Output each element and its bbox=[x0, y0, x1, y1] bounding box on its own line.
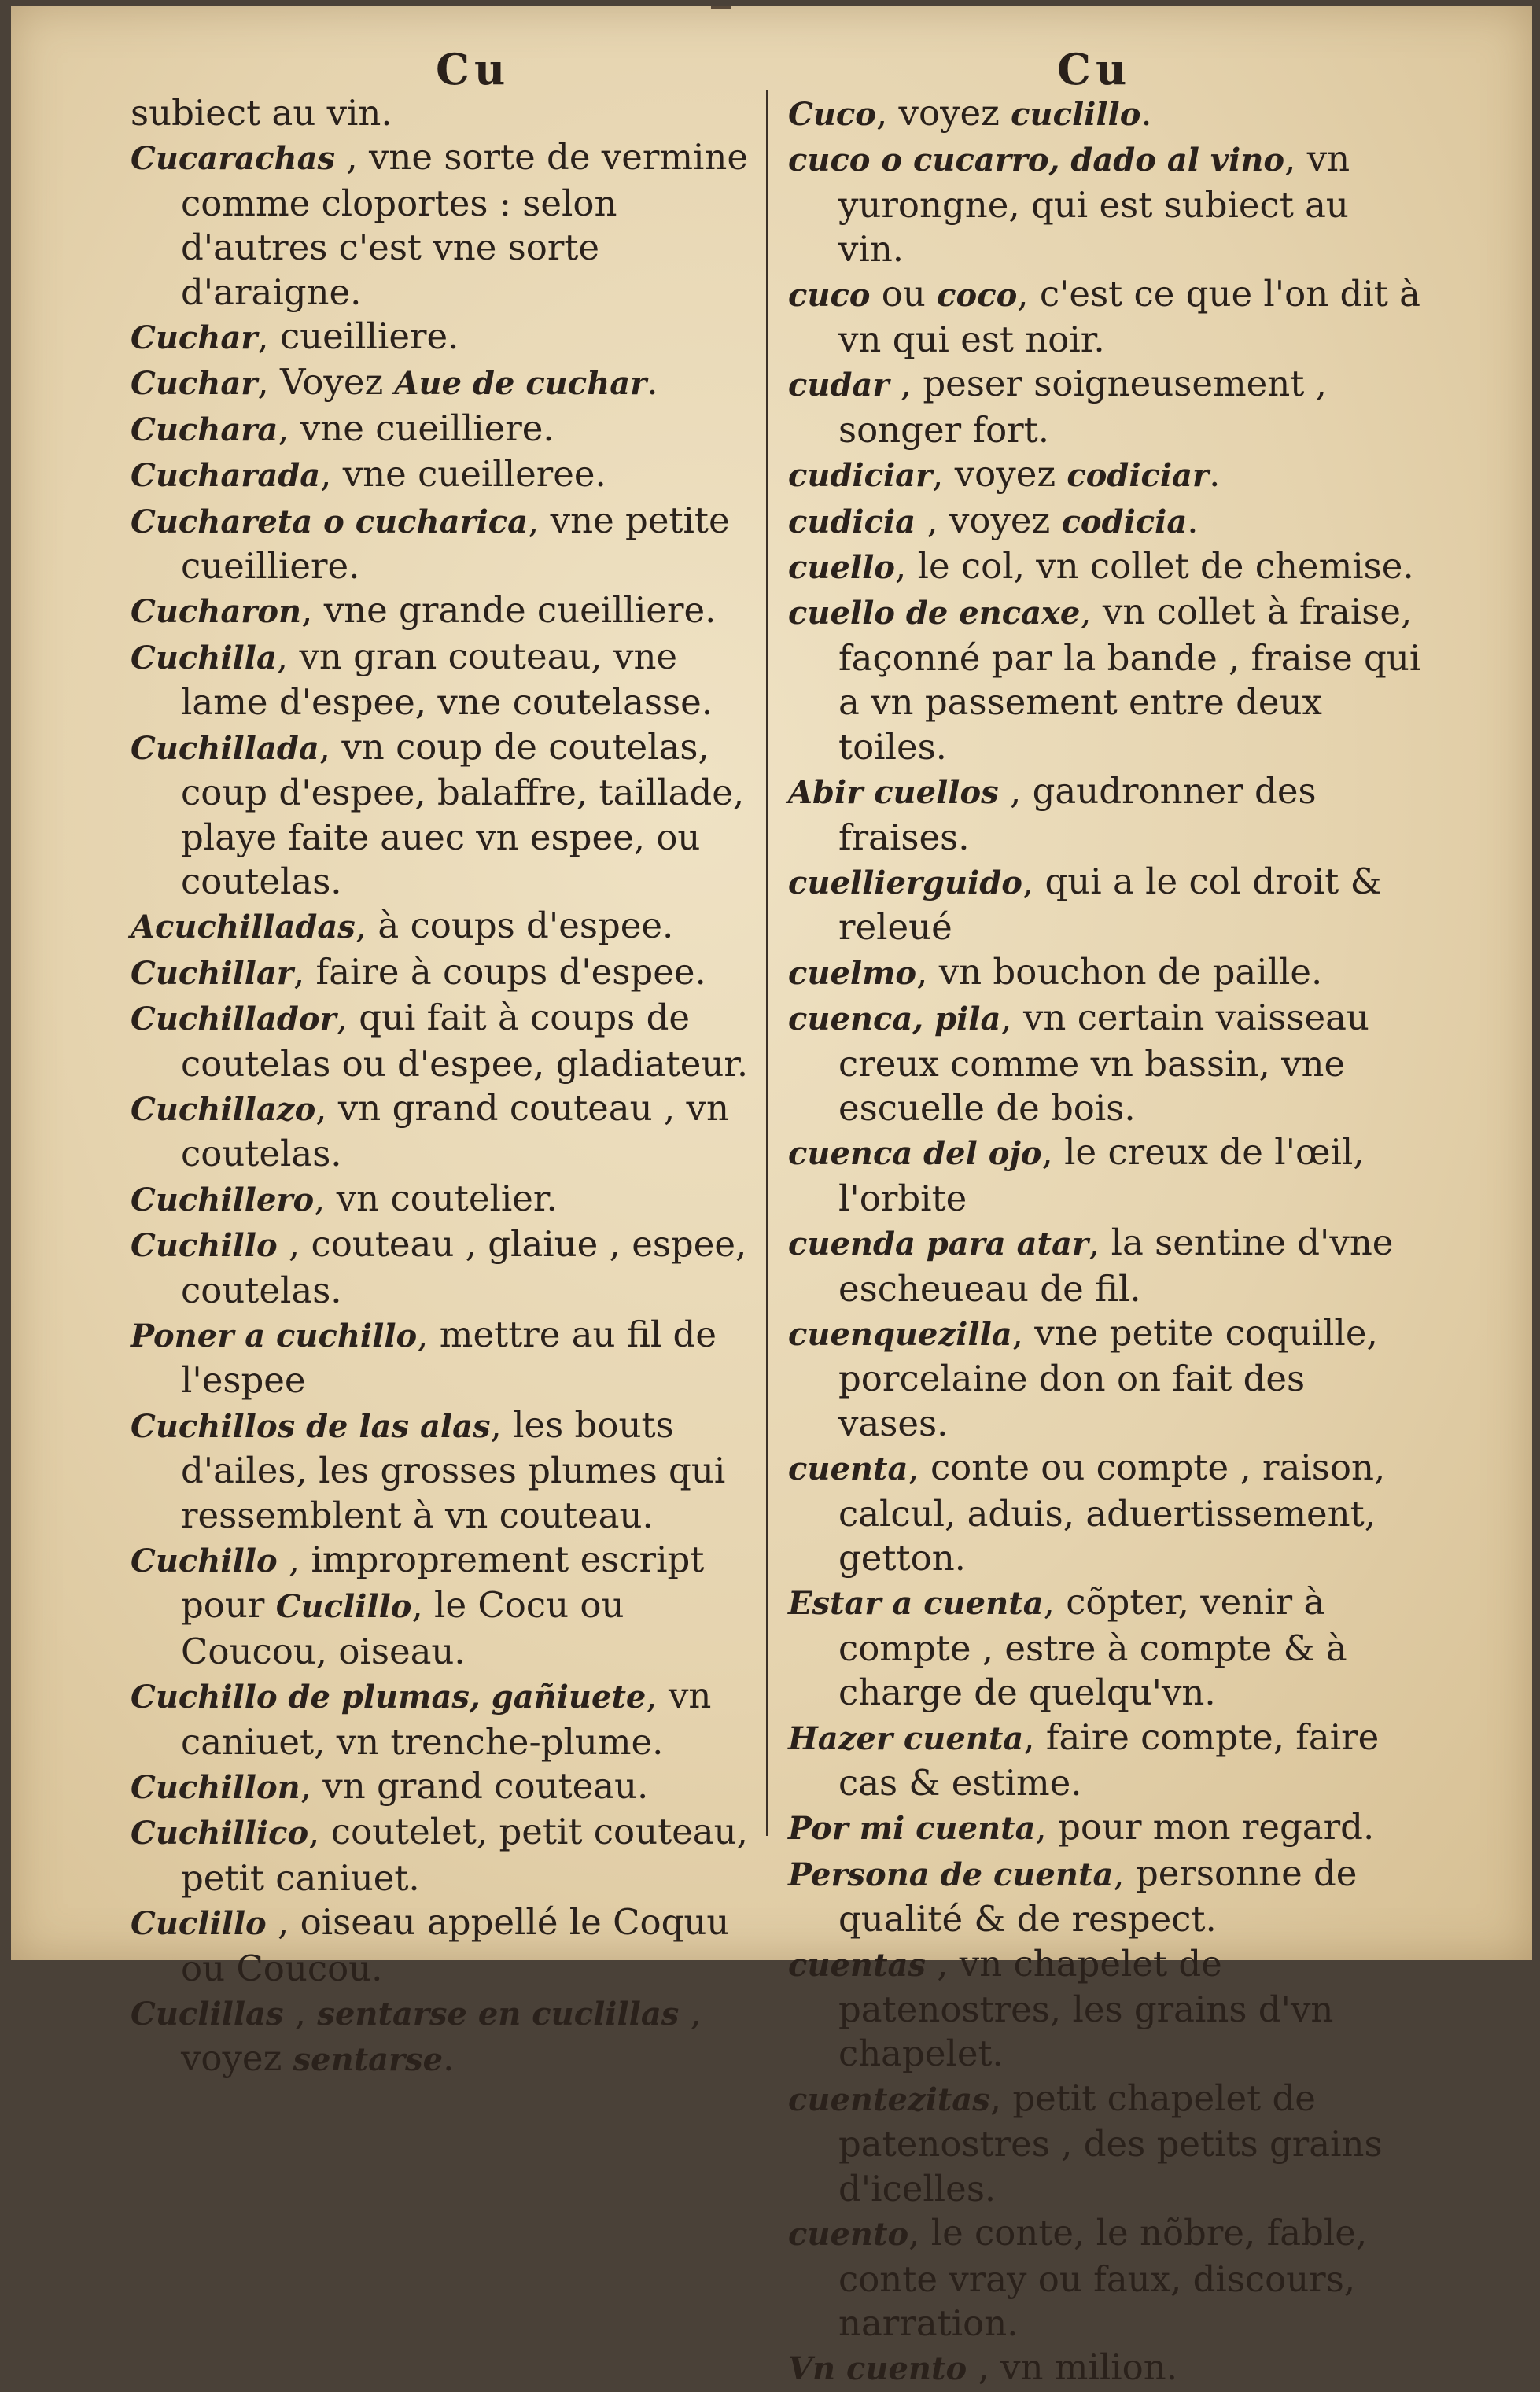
dictionary-entry bbox=[788, 860, 1425, 950]
entry-headword: Poner a cuchillo bbox=[131, 1317, 418, 1354]
dictionary-entry bbox=[788, 1852, 1425, 1942]
entry-definition: , faire compte, faire cas & estime. bbox=[838, 1716, 1380, 1804]
entry-definition: , gaudronner des fraises. bbox=[838, 770, 1317, 858]
entry-definition: , cõpter, venir à compte , estre à compte & à charge de quelqu'vn. bbox=[838, 1581, 1347, 1714]
dictionary-entry bbox=[788, 91, 1425, 137]
entry-reference: coco bbox=[937, 276, 1018, 314]
dictionary-entry bbox=[788, 452, 1425, 498]
entry-headword: Cuchillico bbox=[131, 1815, 309, 1852]
entry-definition: , vn grand couteau. bbox=[300, 1765, 649, 1808]
entry-headword: cudiciar bbox=[788, 457, 933, 495]
entry-definition: , Voyez bbox=[257, 361, 395, 404]
entry-text: , le Cocu ou Coucou, oiseau. bbox=[181, 1584, 624, 1672]
entry-headword: Cuchillo bbox=[131, 1542, 278, 1579]
entry-definition: , voyez bbox=[916, 499, 1062, 541]
dictionary-entry bbox=[788, 1221, 1425, 1311]
entry-headword: cudar bbox=[788, 367, 890, 404]
entry-headword: cuenca, pila bbox=[788, 1001, 1001, 1038]
entry-definition: , improprement escript pour bbox=[181, 1539, 705, 1627]
entry-headword: cuenta bbox=[788, 1450, 908, 1488]
dictionary-entry bbox=[131, 1900, 760, 1991]
dictionary-entry bbox=[131, 499, 760, 589]
entry-definition: , couteau , glaiue , espee, coutelas. bbox=[181, 1223, 747, 1311]
entry-headword: Cucarachas bbox=[131, 140, 336, 178]
entry-headword: Estar a cuenta bbox=[788, 1585, 1044, 1623]
entry-definition: , qui fait à coups de coutelas ou d'espee, gladiateur. bbox=[181, 997, 749, 1085]
entry-definition: , à coups d'espee. bbox=[355, 905, 674, 947]
dictionary-entry bbox=[788, 272, 1425, 363]
entry-headword: Abir cuellos bbox=[788, 774, 999, 812]
dictionary-entry bbox=[788, 137, 1425, 271]
entry-definition: , mettre au fil de l'espee bbox=[181, 1313, 717, 1402]
entry-headword: Cuchillar bbox=[131, 954, 293, 992]
dictionary-entry bbox=[131, 588, 760, 634]
entry-definition: , vn collet à fraise, façonné par la bande , fraise qui a vn passement entre deux toiles. bbox=[838, 591, 1421, 768]
entry-headword: cuello bbox=[788, 549, 895, 587]
right-column-header: Cu bbox=[1057, 44, 1132, 94]
dictionary-entry bbox=[131, 725, 760, 905]
entry-reference: codiciar bbox=[1067, 457, 1210, 495]
dictionary-entry bbox=[131, 1177, 760, 1222]
entry-definition: , vne sorte de vermine comme cloportes : selon d'autres c'est vne sorte d'araigne. bbox=[181, 136, 749, 313]
dictionary-entry bbox=[788, 2211, 1425, 2346]
entry-headword: cuellierguido bbox=[788, 864, 1022, 901]
entry-headword: cuco bbox=[788, 276, 871, 314]
dictionary-entry bbox=[788, 2346, 1425, 2391]
entry-headword: cuelmo bbox=[788, 954, 917, 992]
entry-definition: , cueilliere. bbox=[257, 315, 459, 358]
dictionary-entry bbox=[131, 635, 760, 725]
entry-headword: Cucharada bbox=[131, 457, 321, 495]
entry-headword: Cuchilla bbox=[131, 639, 277, 676]
entry-definition: , vne petite cueilliere. bbox=[181, 499, 730, 588]
page-top-mark bbox=[711, 6, 731, 9]
dictionary-entry bbox=[131, 1538, 760, 1674]
entry-text: , voyez bbox=[181, 1992, 702, 2080]
entry-definition: , vn coutelier. bbox=[314, 1177, 558, 1219]
column-divider bbox=[766, 90, 768, 1836]
entry-definition: , vn milion. bbox=[967, 2346, 1178, 2389]
right-column bbox=[788, 91, 1425, 2392]
entry-definition: , bbox=[283, 1992, 318, 2034]
entry-headword: cuenquezilla bbox=[788, 1315, 1012, 1353]
entry-headword: cuenca del ojo bbox=[788, 1135, 1042, 1173]
entry-headword: Cuclillo bbox=[131, 1905, 267, 1943]
dictionary-entry bbox=[788, 590, 1425, 769]
entry-headword: Cuchillada bbox=[131, 729, 319, 767]
dictionary-entry bbox=[131, 904, 760, 949]
dictionary-entry bbox=[131, 1086, 760, 1177]
entry-definition: , vn chapelet de patenostres, les grains d'vn chapelet. bbox=[838, 1942, 1334, 2075]
entry-headword: cuentezitas bbox=[788, 2081, 990, 2118]
dictionary-entry bbox=[788, 996, 1425, 1130]
entry-definition: , faire à coups d'espee. bbox=[293, 950, 706, 993]
entry-definition: , vn coup de coutelas, coup d'espee, balaffre, taillade, playe faite auec vn espee, ou coutelas. bbox=[181, 725, 745, 902]
entry-headword: Cuchillazo bbox=[131, 1090, 316, 1128]
entry-text: . bbox=[647, 361, 658, 404]
dictionary-entry bbox=[788, 1311, 1425, 1446]
entry-text: . bbox=[1209, 453, 1221, 496]
dictionary-entry bbox=[131, 360, 760, 406]
entry-reference: sentarse en cuclillas bbox=[317, 1996, 680, 2033]
entry-definition: , pour mon regard. bbox=[1035, 1806, 1375, 1848]
entry-reference: Cuclillo bbox=[275, 1588, 412, 1626]
entry-headword: Vn cuento bbox=[788, 2350, 967, 2388]
entry-headword: Cuco bbox=[788, 96, 876, 133]
dictionary-entry bbox=[788, 1130, 1425, 1221]
entry-definition: , personne de qualité & de respect. bbox=[838, 1852, 1358, 1941]
entry-headword: Cuchillos de las alas bbox=[131, 1407, 491, 1445]
dictionary-entry bbox=[131, 91, 760, 135]
entry-definition: , voyez bbox=[875, 92, 1011, 134]
entry-headword: Cuchar bbox=[131, 365, 258, 403]
dictionary-entry bbox=[131, 1991, 760, 2083]
entry-definition: , vn grand couteau , vn coutelas. bbox=[181, 1086, 729, 1175]
dictionary-entry bbox=[788, 1580, 1425, 1715]
dictionary-entry bbox=[131, 315, 760, 360]
entry-definition: , peser soigneusement , songer fort. bbox=[838, 363, 1327, 451]
entry-headword: cuello de encaxe bbox=[788, 595, 1081, 632]
entry-headword: Cuchar bbox=[131, 319, 258, 357]
entry-headword: cuento bbox=[788, 2216, 909, 2254]
entry-definition: , vn caniuet, vn trenche-plume. bbox=[181, 1675, 712, 1763]
entry-definition: , le creux de l'œil, l'orbite bbox=[838, 1131, 1365, 1219]
dictionary-entry bbox=[788, 544, 1425, 590]
entry-definition: , vn bouchon de paille. bbox=[916, 950, 1323, 993]
entry-definition: , les bouts d'ailes, les grosses plumes qui ressemblent à vn couteau. bbox=[181, 1403, 726, 1536]
entry-definition: , vne grande cueilliere. bbox=[301, 589, 717, 632]
entry-definition: , vn yurongne, qui est subiect au vin. bbox=[838, 138, 1350, 271]
entry-definition: , la sentine d'vne escheueau de fil. bbox=[838, 1222, 1394, 1310]
dictionary-entry bbox=[131, 407, 760, 452]
dictionary-entry bbox=[131, 996, 760, 1086]
entry-definition: , voyez bbox=[932, 453, 1067, 496]
dictionary-entry bbox=[131, 1764, 760, 1810]
entry-headword: Cuclillas bbox=[131, 1996, 284, 2033]
dictionary-entry bbox=[788, 1446, 1425, 1580]
entry-headword: Cuchillon bbox=[131, 1769, 300, 1807]
entry-definition: , vne petite coquille, porcelaine don on fait des vases. bbox=[838, 1311, 1378, 1444]
entry-headword: Cuchillo de plumas, gañiuete bbox=[131, 1679, 647, 1716]
entry-headword: Por mi cuenta bbox=[788, 1810, 1036, 1848]
entry-definition: , vne cueilleree. bbox=[320, 453, 606, 496]
entry-headword: Cuchillo bbox=[131, 1227, 278, 1265]
entry-definition: , le col, vn collet de chemise. bbox=[894, 545, 1414, 588]
dictionary-entry bbox=[131, 1810, 760, 1900]
entry-headword: Hazer cuenta bbox=[788, 1719, 1024, 1757]
dictionary-entry bbox=[131, 1313, 760, 1403]
entry-headword: Cuchillero bbox=[131, 1181, 315, 1218]
dictionary-entry bbox=[788, 1805, 1425, 1851]
entry-definition: , vn gran couteau, vne lame d'espee, vne coutelasse. bbox=[181, 635, 713, 724]
entry-headword: Cuchareta o cucharica bbox=[131, 503, 529, 540]
entry-headword: Cuchillador bbox=[131, 1001, 337, 1038]
entry-headword: cuenda para atar bbox=[788, 1225, 1089, 1263]
entry-headword: Cucharon bbox=[131, 593, 302, 631]
entry-headword: Acuchilladas bbox=[131, 909, 356, 946]
dictionary-entry bbox=[788, 499, 1425, 544]
entry-definition: , oiseau appellé le Coquu ou Coucou. bbox=[181, 1901, 730, 1989]
dictionary-entry bbox=[131, 452, 760, 498]
entry-headword: Persona de cuenta bbox=[788, 1856, 1114, 1893]
entry-reference: Aue de cuchar bbox=[394, 365, 647, 403]
dictionary-entry bbox=[788, 1942, 1425, 2077]
entry-headword: cuco o cucarro, dado al vino bbox=[788, 142, 1285, 179]
dictionary-entry bbox=[131, 950, 760, 996]
entry-definition: , conte ou compte , raison, calcul, aduis, aduertissement, getton. bbox=[838, 1447, 1386, 1579]
entry-headword: Cuchara bbox=[131, 411, 278, 448]
entry-definition: subiect au vin. bbox=[131, 92, 392, 134]
entry-reference: cuclillo bbox=[1011, 96, 1141, 133]
left-column-header: Cu bbox=[436, 44, 510, 94]
dictionary-entry bbox=[788, 2077, 1425, 2211]
entry-definition: , vne cueilliere. bbox=[278, 407, 554, 449]
dictionary-page bbox=[11, 6, 1532, 2389]
entry-headword: cuentas bbox=[788, 1946, 926, 1984]
dictionary-entry bbox=[788, 769, 1425, 860]
dictionary-entry bbox=[131, 1674, 760, 1764]
entry-reference: sentarse bbox=[293, 2041, 444, 2079]
entry-headword: cudicia bbox=[788, 503, 916, 540]
entry-text: . bbox=[1140, 92, 1152, 134]
dictionary-entry bbox=[788, 950, 1425, 996]
dictionary-entry bbox=[131, 1222, 760, 1313]
entry-definition: , le conte, le nõbre, fable, conte vray ou faux, discours, narration. bbox=[838, 2212, 1368, 2344]
dictionary-entry bbox=[788, 362, 1425, 452]
dictionary-entry bbox=[131, 135, 760, 315]
dictionary-entry bbox=[131, 1403, 760, 1538]
dictionary-entry bbox=[788, 1716, 1425, 1806]
entry-definition: ou bbox=[870, 272, 938, 315]
entry-text: . bbox=[443, 2037, 455, 2080]
entry-reference: codicia bbox=[1061, 503, 1188, 540]
entry-text: . bbox=[1187, 499, 1199, 541]
left-column bbox=[131, 91, 760, 2083]
entry-definition: , petit chapelet de patenostres , des petits grains d'icelles. bbox=[838, 2077, 1383, 2210]
entry-definition: , coutelet, petit couteau, petit caniuet. bbox=[181, 1811, 748, 1899]
entry-definition: , vn certain vaisseau creux comme vn bassin, vne escuelle de bois. bbox=[838, 997, 1369, 1129]
entry-text: , c'est ce que l'on dit à vn qui est noir. bbox=[838, 272, 1420, 361]
entry-definition: , qui a le col droit & releué bbox=[838, 860, 1382, 949]
